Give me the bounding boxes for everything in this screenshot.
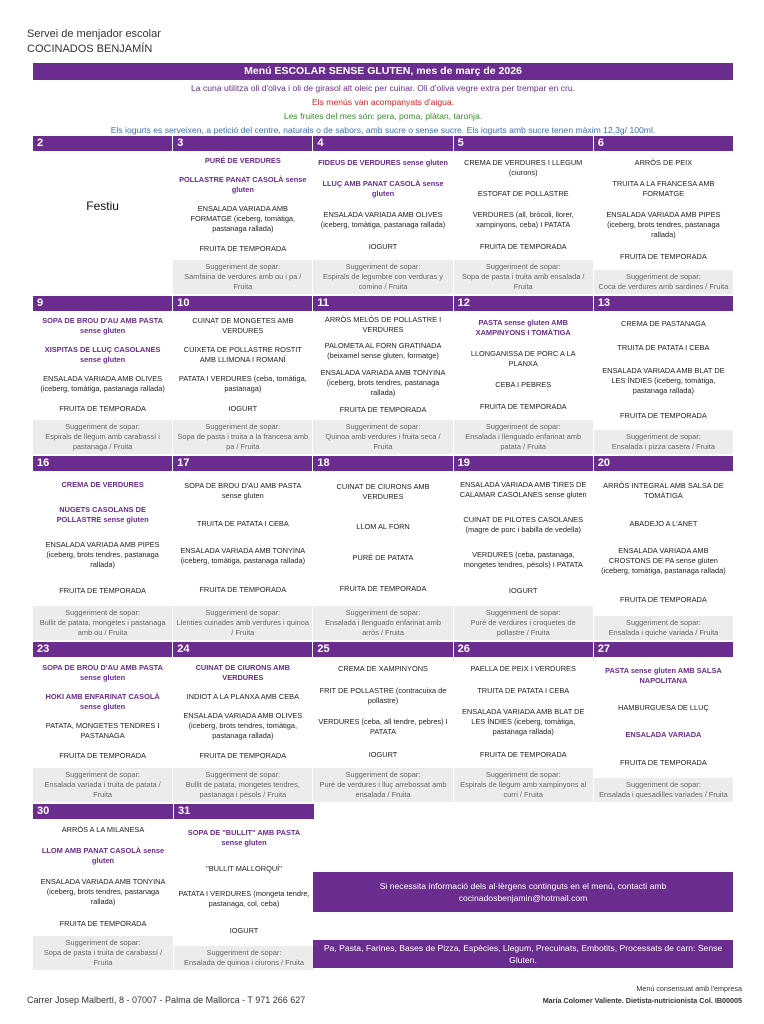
dish-item: ENSALADA VARIADA AMB TONYINA (iceberg, tomàtiga, pastanaga rallada)	[180, 546, 306, 566]
dessert-item: FRUITA DE TEMPORADA	[59, 403, 146, 413]
dish-item: PALOMETA AL FORN GRATINADA (beixamel sense gluten, formatge)	[324, 341, 442, 361]
day-number: 3	[173, 136, 312, 151]
dinner-suggestion	[454, 768, 593, 802]
day-cell	[33, 296, 172, 454]
day-cell	[313, 642, 452, 802]
dessert-item: IOGURT	[508, 586, 538, 596]
footer-address: Carrer Josep Malbertí, 8 - 07007 - Palma de Mallorca - T 971 266 627	[27, 995, 306, 1005]
dinner-suggestion-label: Suggeriment de sopar:	[485, 608, 561, 617]
footer-dietitian-note: María Colomer Valiente. Dietista-nutricionista Col. IB00005	[542, 996, 742, 1005]
dinner-suggestion	[594, 430, 733, 454]
dinner-suggestion-label: Suggeriment de sopar:	[206, 948, 282, 957]
dessert-item: FRUITA DE TEMPORADA	[620, 757, 707, 767]
day-cell	[173, 642, 312, 802]
dish-list	[33, 657, 172, 768]
dessert-item: IOGURT	[228, 403, 258, 413]
dinner-suggestion-text: Espirals de llegum amb carabassí i pastanaga / Fruita	[45, 432, 160, 451]
dinner-suggestion-label: Suggeriment de sopar:	[626, 618, 701, 627]
company-subtitle: Servei de menjador escolar	[27, 28, 161, 40]
dish-item: ENSALADA VARIADA AMB TONYINA (iceberg, brots tendres, pastanaga rallada)	[40, 876, 166, 906]
dish-list	[313, 657, 452, 768]
day-number: 6	[594, 136, 733, 151]
intro-yogurt-note: Els iogurts es serveixen, a petició del centre, naturals o de sabors, amb sucre o sense sucre. Els iogurts amb sucre tenen màxim 12,3g/ 100ml.	[110, 125, 656, 135]
day-number: 11	[313, 296, 452, 311]
dinner-suggestion-label: Suggeriment de sopar:	[65, 938, 141, 947]
dish-item: CUINAT DE CIURONS AMB VERDURES	[336, 482, 430, 502]
dinner-suggestion-label: Suggeriment de sopar:	[65, 422, 140, 431]
day-number: 16	[33, 456, 172, 471]
dish-item: SOPA DE BROU D'AU AMB PASTA sense gluten	[42, 316, 163, 336]
day-number: 17	[173, 456, 312, 471]
dish-item: NUGETS CASOLANS DE POLLASTRE sense gluten	[56, 504, 149, 524]
day-number: 2	[33, 136, 172, 151]
dish-item: PURÉ DE PATATA	[352, 552, 414, 562]
dinner-suggestion-text: Espirals de legumbre con verduras y comino / Fruita	[323, 272, 443, 291]
day-cell	[313, 296, 452, 454]
intro-notes	[33, 81, 733, 137]
dessert-item: IOGURT	[368, 750, 398, 760]
dish-item: ENSALADA VARIADA AMB OLIVES (iceberg, tomàtiga, pastanaga rallada)	[40, 373, 165, 393]
dish-item: SOPA DE BROU D'AU AMB PASTA sense gluten	[42, 662, 163, 682]
dish-item: TRUITA A LA FRANCESA AMB FORMATGE	[612, 178, 715, 198]
dish-item: ENSALADA VARIADA	[625, 729, 702, 739]
dinner-suggestion-text: Samfaina de verdures amb ou i pa / Fruita	[184, 272, 302, 291]
intro-oil-note: La cuna utilitza oli d'oliva i oli de girasol alt oleic per cuinar. Oli d'oliva vegre extra per trempar en cru.	[191, 83, 575, 93]
day-cell	[33, 642, 172, 802]
holiday-label: Festiu	[86, 198, 119, 213]
dinner-suggestion	[33, 768, 172, 802]
dinner-suggestion-text: Ensalada i pizza casera / Fruita	[611, 442, 715, 451]
dish-list	[173, 657, 312, 768]
dish-item: ENSALADA VARIADA AMB PIPES (iceberg, brots tendres, pastanaga rallada)	[45, 540, 160, 570]
dinner-suggestion-text: Coca de verdures amb sardines / Fruita	[598, 282, 729, 291]
dinner-suggestion-label: Suggeriment de sopar:	[205, 608, 281, 617]
dish-item: CEBA I PEBRES	[495, 380, 552, 390]
dinner-suggestion	[173, 768, 312, 802]
dish-item: CUINAT DE CIURONS AMB VERDURES	[195, 662, 291, 682]
dinner-suggestion-label: Suggeriment de sopar:	[205, 262, 281, 271]
day-number: 5	[454, 136, 593, 151]
dish-list	[454, 657, 593, 768]
day-number: 25	[313, 642, 452, 657]
dish-item: PATATA, MONGETES TENDRES I PASTANAGA	[45, 721, 160, 741]
dish-item: PASTA sense gluten AMB XAMPINYONS I TOMÀTIGA	[475, 317, 571, 337]
dinner-suggestion-label: Suggeriment de sopar:	[626, 780, 701, 789]
day-cell	[454, 642, 593, 802]
day-cell	[33, 456, 172, 640]
dessert-item: IOGURT	[368, 242, 398, 252]
day-number: 24	[173, 642, 312, 657]
dish-item: TRUITA DE PATATA I CEBA	[477, 685, 570, 695]
dinner-suggestion-text: Ensalada i quiche variada / Fruita	[608, 628, 719, 637]
day-number: 23	[33, 642, 172, 657]
dessert-item: FRUITA DE TEMPORADA	[479, 750, 567, 760]
dish-list	[594, 471, 733, 616]
dinner-suggestion-label: Suggeriment de sopar:	[65, 608, 140, 617]
dessert-item: FRUITA DE TEMPORADA	[199, 243, 287, 253]
dish-item: FRIT DE POLLASTRE (contracuixa de pollastre)	[319, 685, 447, 705]
dish-item: LLUÇ AMB PANAT CASOLÀ sense gluten	[322, 178, 444, 198]
dish-item: LLOM AMB PANAT CASOLÀ sense gluten	[41, 846, 165, 866]
dish-item: XISPITAS DE LLUÇ CASOLANES sense gluten	[44, 345, 161, 365]
dish-item: CUINAT DE PILOTES CASOLANES (magre de porc i babilla de vedella)	[463, 514, 584, 534]
dinner-suggestion-text: Espirals de llegum amb xampinyons al curri / Fruita	[460, 780, 587, 799]
dish-list	[454, 471, 593, 606]
dessert-item: FRUITA DE TEMPORADA	[479, 242, 567, 252]
day-cell	[313, 136, 452, 294]
dish-list	[173, 471, 312, 606]
dish-list	[594, 311, 733, 430]
day-cell	[173, 456, 312, 640]
dinner-suggestion	[33, 420, 172, 454]
dinner-suggestion	[313, 768, 452, 802]
dish-item: POLLASTRE PANAT CASOLÀ sense gluten	[179, 175, 307, 195]
day-number: 9	[33, 296, 172, 311]
day-number: 27	[594, 642, 733, 657]
dish-item: ARRÒS A LA MILANESA	[61, 825, 145, 835]
dinner-suggestion-label: Suggeriment de sopar:	[626, 272, 701, 281]
dinner-suggestion-label: Suggeriment de sopar:	[205, 422, 281, 431]
day-cell	[173, 136, 312, 294]
day-number: 26	[454, 642, 593, 657]
dish-list	[454, 311, 593, 420]
intro-water-note: Els menús van acompanyats d'aigua.	[311, 97, 455, 107]
dish-item: CUINAT DE MONGETES AMB VERDURES	[192, 316, 294, 336]
day-cell	[33, 136, 172, 294]
dish-item: CREMA DE PASTANAGA	[621, 318, 706, 328]
dish-item: ENSALADA VARIADA AMB TIRES DE CALAMAR CASOLANES sense gluten	[459, 479, 587, 499]
dinner-suggestion	[594, 778, 733, 802]
dinner-suggestion-text: Puré de verdures i lluç arrebossat amb ensalada / Fruita	[319, 780, 447, 799]
dessert-item: FRUITA DE TEMPORADA	[620, 252, 707, 262]
dish-item: ARRÒS MELÓS DE POLLASTRE I VERDURES	[324, 315, 442, 335]
gluten-info-text: Pa, Pasta, Farines, Bases de Pizza, Espècies, Llegum, Precuinats, Embotits, Processats de carn: Sense Gluten.	[323, 943, 723, 965]
dessert-item: FRUITA DE TEMPORADA	[59, 918, 147, 928]
dinner-suggestion-label: Suggeriment de sopar:	[65, 770, 140, 779]
dish-list	[313, 311, 452, 420]
day-cell	[33, 804, 173, 970]
day-number: 20	[594, 456, 733, 471]
dish-list	[313, 471, 452, 606]
dinner-suggestion-text: Ensalada i llenguado enfarinat amb arròs / Fruita	[325, 618, 441, 637]
dish-item: CUIXETA DE POLLASTRE ROSTIT AMB LLIMONA I ROMANÍ	[183, 345, 302, 365]
dish-item: "BULLIT MALLORQUÍ"	[206, 863, 282, 873]
dish-list	[33, 819, 173, 936]
dish-item: ARRÒS DE PEIX	[634, 157, 693, 167]
day-cell	[454, 456, 593, 640]
week-row	[33, 456, 733, 640]
dish-item: PATATA I VERDURES (mongeta tendre, pastanaga, col, ceba)	[178, 889, 310, 909]
dinner-suggestion-text: Sopa de pasta i truita a la francesa amb pa / Fruita	[177, 432, 309, 451]
dish-item: ESTOFAT DE POLLASTRE	[477, 188, 569, 198]
dinner-suggestion	[173, 606, 312, 640]
dinner-suggestion	[33, 936, 173, 970]
dish-item: ENSALADA VARIADA AMB OLIVES (iceberg, tomàtiga, pastanaga rallada)	[320, 210, 446, 230]
dish-item: ARRÒS INTEGRAL AMB SALSA DE TOMÀTIGA	[603, 480, 724, 500]
week-row	[33, 296, 733, 454]
dinner-suggestion	[174, 946, 314, 970]
dish-item: ENSALADA VARIADA AMB FORMATGE (iceberg, tomàtiga, pastanaga rallada)	[190, 203, 296, 233]
dish-list	[313, 151, 452, 260]
dinner-suggestion-text: Ensalada variada i truita de patata / Fruita	[44, 780, 161, 799]
intro-fruit-note: Les fruites del mes són: pera, poma, plàtan, taronja.	[283, 111, 483, 121]
dish-item: VERDURES (all, bròcoli, llorer, xampinyons, ceba) I PATATA	[472, 210, 574, 230]
dinner-suggestion	[454, 420, 593, 454]
dessert-item: FRUITA DE TEMPORADA	[479, 402, 567, 412]
dinner-suggestion-label: Suggeriment de sopar:	[345, 262, 421, 271]
dish-item: PURÉ DE VERDURES	[204, 156, 281, 166]
dish-list	[33, 151, 172, 260]
dinner-suggestion-label: Suggeriment de sopar:	[485, 262, 561, 271]
dinner-suggestion-text: Bullit de patata, mongetes tendres, pastanaga i pèsols / Fruita	[185, 780, 300, 799]
dinner-suggestion-text: Puré de verdures i croquetes de pollastre / Fruita	[470, 618, 576, 637]
company-name: COCINADOS BENJAMÍN	[27, 43, 153, 55]
day-number: 19	[454, 456, 593, 471]
allergen-info-text: Si necessita informació dels al·lèrgens continguts en el menú, contacti amb cocinadosbenjamin@hotmail.com	[379, 881, 667, 903]
dish-item: PASTA sense gluten AMB SALSA NAPOLITANA	[605, 666, 722, 686]
day-cell	[594, 296, 733, 454]
dish-list	[173, 151, 312, 260]
week-row	[33, 642, 733, 802]
dessert-item: FRUITA DE TEMPORADA	[199, 751, 287, 761]
dinner-suggestion-label: Suggeriment de sopar:	[205, 770, 281, 779]
day-cell	[594, 456, 733, 640]
dinner-suggestion-text: Bullit de patata, mongetes i pastanaga amb ou / Fruita	[39, 618, 166, 637]
day-cell	[174, 804, 314, 970]
dish-item: LLONGANISSA DE PORC A LA PLANXA	[470, 348, 576, 368]
dinner-suggestion	[173, 420, 312, 454]
dinner-suggestion-label: Suggeriment de sopar:	[626, 432, 701, 441]
dessert-item: FRUITA DE TEMPORADA	[339, 404, 427, 414]
dinner-suggestion-label: Suggeriment de sopar:	[345, 422, 421, 431]
dish-list	[594, 151, 733, 270]
dish-item: SOPA DE BROU D'AU AMB PASTA sense gluten	[184, 480, 302, 500]
dish-item: TRUITA DE PATATA I CEBA	[196, 518, 289, 528]
dish-item: CREMA DE VERDURES I LLEGUM (ciurons)	[464, 157, 583, 177]
dish-list	[454, 151, 593, 260]
footer-credits	[543, 983, 742, 1007]
dish-item: VERDURES (ceba, pastanaga, mongetes tendres, pèsols) I PATATA	[463, 550, 583, 570]
dinner-suggestion	[33, 606, 172, 640]
day-cell	[173, 296, 312, 454]
dish-item: FIDEUS DE VERDURES sense gluten	[318, 157, 448, 167]
gluten-info-box	[313, 940, 733, 968]
dish-item: ENSALADA VARIADA AMB PIPES (iceberg, brots tendres, pastanaga rallada)	[606, 210, 721, 240]
dinner-suggestion	[454, 260, 593, 294]
day-cell	[313, 456, 452, 640]
day-number: 31	[174, 804, 314, 819]
dessert-item: FRUITA DE TEMPORADA	[199, 585, 287, 595]
day-number: 4	[313, 136, 452, 151]
dinner-suggestion-label: Suggeriment de sopar:	[345, 770, 421, 779]
dish-item: ENSALADA VARIADA AMB CROSTONS DE PA sense gluten (iceberg, tomàtiga, pastanaga rallada)	[601, 546, 726, 576]
dinner-suggestion	[313, 420, 452, 454]
dinner-suggestion	[173, 260, 312, 294]
dinner-suggestion-label: Suggeriment de sopar:	[485, 770, 561, 779]
dish-list	[594, 657, 733, 778]
company-header	[27, 27, 161, 57]
dessert-item: FRUITA DE TEMPORADA	[59, 751, 146, 761]
dinner-suggestion	[313, 260, 452, 294]
dinner-suggestion	[454, 606, 593, 640]
dish-item: TRUITA DE PATATA I CEBA	[617, 342, 710, 352]
dinner-suggestion-text: Ensalada i llenguado enfarinat amb patata / Fruita	[465, 432, 582, 451]
dinner-suggestion	[594, 270, 733, 294]
dish-item: HOKI AMB ENFARINAT CASOLÀ sense gluten	[45, 691, 160, 711]
dish-item: LLOM AL FORN	[356, 522, 410, 532]
dish-item: VERDURES (ceba, all tendre, pebres) I PATATA	[318, 717, 448, 737]
day-number: 12	[454, 296, 593, 311]
dinner-suggestion	[594, 616, 733, 640]
dessert-item: FRUITA DE TEMPORADA	[620, 411, 707, 421]
day-cell	[454, 136, 593, 294]
dinner-suggestion-label: Suggeriment de sopar:	[345, 608, 421, 617]
day-number: 10	[173, 296, 312, 311]
dish-item: INDIOT A LA PLANXA AMB CEBA	[186, 691, 300, 701]
dish-item: ABADEJO A L'ANET	[629, 518, 698, 528]
dinner-suggestion-text: Quinoa amb verdures i fruita seca / Fruita	[325, 432, 441, 451]
dish-item: SOPA DE "BULLIT" AMB PASTA sense gluten	[187, 827, 301, 847]
dish-item: HAMBURGUESA DE LLUÇ	[618, 703, 709, 713]
dessert-item: IOGURT	[229, 926, 259, 936]
allergen-info-box	[313, 872, 733, 912]
dessert-item: FRUITA DE TEMPORADA	[339, 583, 427, 593]
day-cell	[594, 642, 733, 802]
footer-consensus-note: Menú consensuat amb l'empresa	[636, 984, 742, 993]
dish-item: CREMA DE XAMPINYONS	[338, 663, 428, 673]
dish-item: ENSALADA VARIADA AMB BLAT DE LES ÍNDIES (iceberg, tomàtiga, pastanaga rallada)	[462, 707, 585, 737]
dish-list	[33, 311, 172, 420]
dish-item: ENSALADA VARIADA AMB TONYINA (iceberg, brots tendres, pastanaga rallada)	[320, 367, 446, 397]
dish-item: ENSALADA VARIADA AMB OLIVES (iceberg, brots tendres, tomàtiga, pastanaga rallada)	[183, 711, 303, 741]
dinner-suggestion	[313, 606, 452, 640]
dish-list	[173, 311, 312, 420]
dinner-suggestion-text: Sopa de pasta i truita de carabassí / Fruita	[43, 948, 163, 967]
day-cell	[594, 136, 733, 294]
dinner-suggestion-text: Ensalada i quesadilles variades / Fruita	[599, 790, 728, 799]
dessert-item: FRUITA DE TEMPORADA	[59, 586, 146, 596]
dish-item: PATATA I VERDURES (ceba, tomàtiga, pastanaga)	[178, 373, 307, 393]
week-row	[33, 136, 733, 294]
day-number: 18	[313, 456, 452, 471]
dinner-suggestion-text: Sopa de pasta i truita amb ensalada / Fruita	[461, 272, 585, 291]
dish-item: PAELLA DE PEIX I VERDURES	[470, 663, 576, 673]
day-cell	[454, 296, 593, 454]
menu-title-banner: Menú ESCOLAR SENSE GLUTEN, mes de març de 2026	[33, 63, 733, 80]
day-number: 30	[33, 804, 173, 819]
dish-item: ENSALADA VARIADA AMB BLAT DE LES ÍNDIES (iceberg, tomàtiga, pastanaga rallada)	[602, 366, 725, 396]
dinner-suggestion-label: Suggeriment de sopar:	[485, 422, 561, 431]
dish-item: CREMA DE VERDURES	[61, 479, 144, 489]
dessert-item: FRUITA DE TEMPORADA	[620, 595, 707, 605]
dish-list	[33, 471, 172, 606]
dinner-suggestion-text: Ensalada de quinoa i ciurons / Fruita	[184, 958, 304, 967]
dish-list	[174, 819, 314, 946]
dinner-suggestion-text: Llenties cuinades amb verdures i quinoa / Fruita	[176, 618, 309, 637]
day-number: 13	[594, 296, 733, 311]
